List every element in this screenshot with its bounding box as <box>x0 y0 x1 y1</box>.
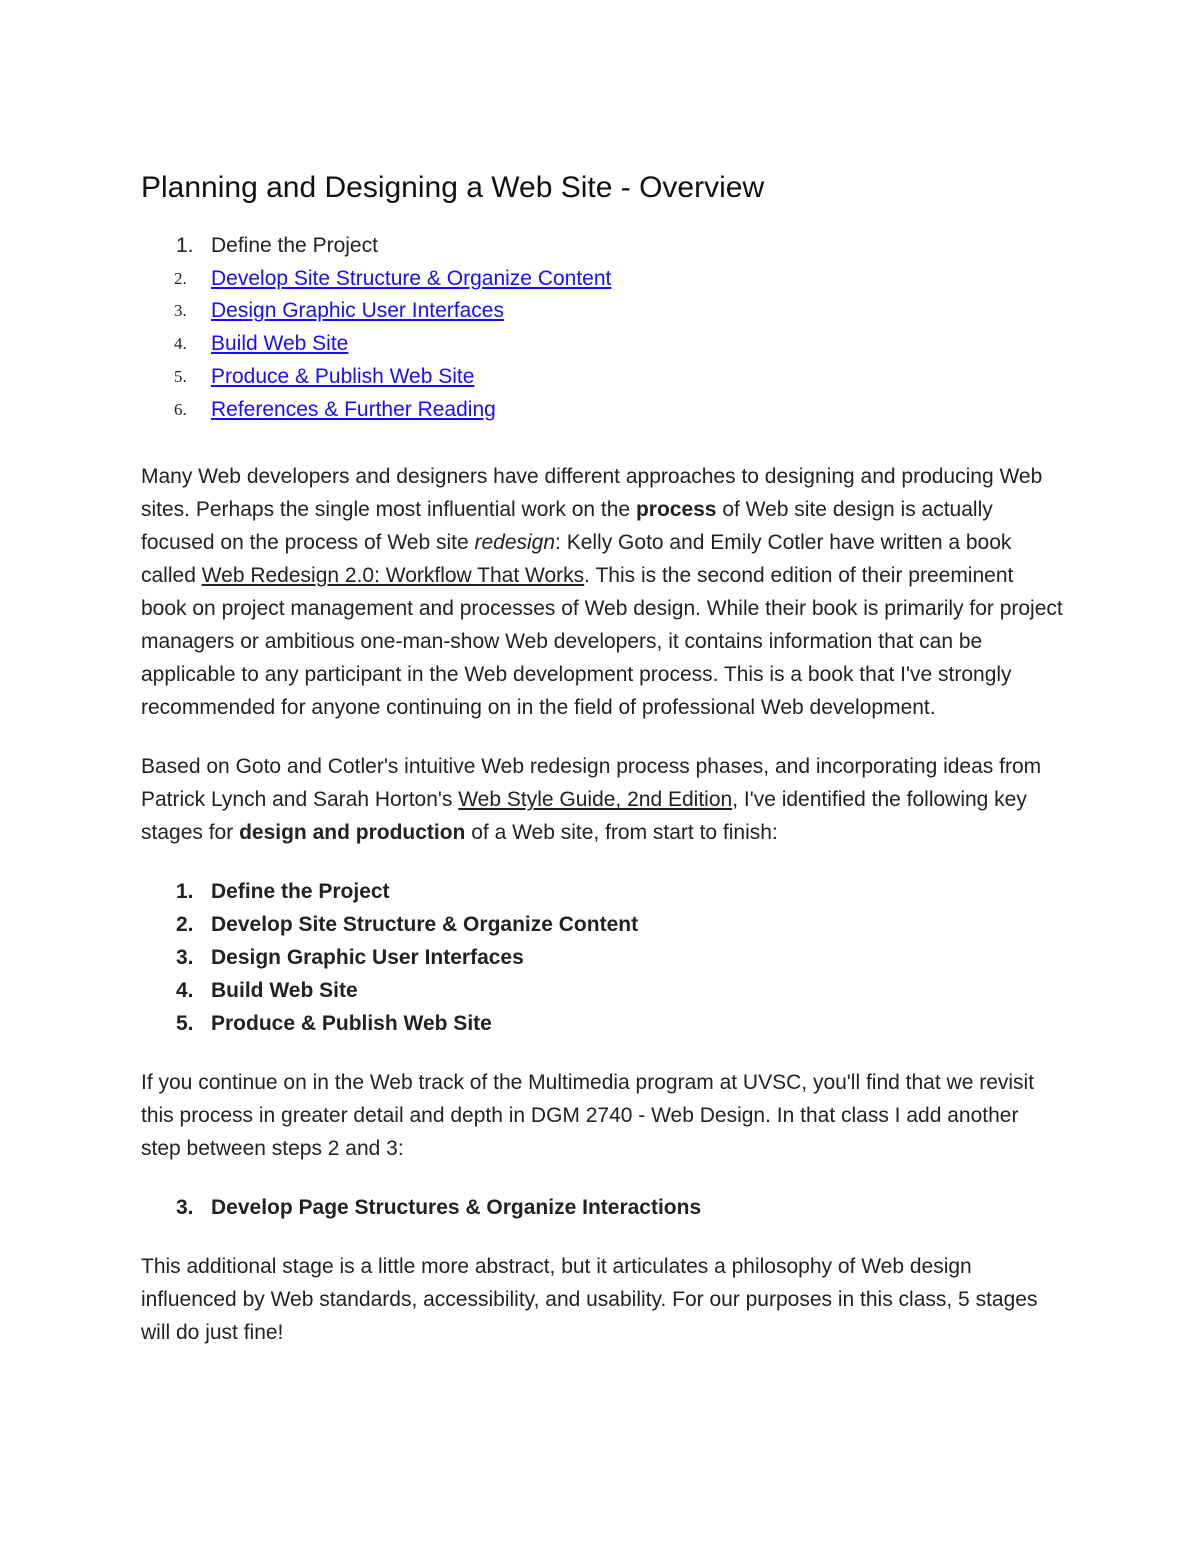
toc-item-number: 1. <box>176 234 194 257</box>
extra-stage-list <box>141 1191 1063 1224</box>
text-run: . This is the second edition of their preeminent book on project management and processes of Web design. While their book is primarily for project managers or ambitious one-man-show Web developers, it contains information that can be applicable to any participant in the Web development process. This is a book that I've strongly recommended for anyone continuing on in the field of professional Web development. <box>141 564 1063 720</box>
text-run: Based on Goto and Cotler's intuitive Web redesign process phases, and incorporating ideas from Patrick Lynch and Sarah Horton's <box>141 755 1042 812</box>
toc-item-site-structure <box>141 263 1063 296</box>
text-run: , I've identified the following key stages for <box>141 788 1027 845</box>
stage-label: Produce & Publish Web Site <box>211 1012 492 1036</box>
italic-text: redesign <box>474 531 556 555</box>
bold-text: design and production <box>239 821 466 845</box>
continuation-paragraph: If you continue on in the Web track of the Multimedia program at UVSC, you'll find that we revisit this process in greater detail and depth in DGM 2740 - Web Design. In that class I add another step between steps 2 and 3: <box>141 1071 1035 1161</box>
document-page <box>141 168 1063 1375</box>
text-run: Many Web developers and designers have different approaches to designing and producing Web sites. Perhaps the single most influential work on the <box>141 465 1043 522</box>
text-run: of a Web site, from start to finish: <box>465 821 778 845</box>
stage-label: Develop Site Structure & Organize Content <box>211 913 639 937</box>
toc-item-number: 5. <box>174 366 187 386</box>
stage-number: 1. <box>176 880 194 904</box>
extra-stage-item <box>141 1191 1063 1224</box>
stages-intro-paragraph <box>141 750 1063 849</box>
stage-item <box>141 941 1063 974</box>
book-title-web-style-guide: Web Style Guide, 2nd Edition <box>458 788 733 812</box>
stage-number: 2. <box>176 913 194 937</box>
toc-item-number: 2. <box>174 268 187 288</box>
stages-list <box>141 875 1063 1040</box>
toc-item-label: Define the Project <box>211 234 378 257</box>
toc-item-define-project <box>141 230 1063 263</box>
stage-item <box>141 875 1063 908</box>
book-title-web-redesign: Web Redesign 2.0: Workflow That Works <box>201 564 585 588</box>
page-title: Planning and Designing a Web Site - Overview <box>141 171 765 204</box>
intro-paragraph <box>141 460 1063 724</box>
toc-link-site-structure[interactable]: Develop Site Structure & Organize Content <box>211 266 612 290</box>
toc-item-references <box>141 394 1063 427</box>
stage-label: Define the Project <box>211 880 390 904</box>
stage-item <box>141 974 1063 1007</box>
stage-number: 5. <box>176 1012 194 1036</box>
stage-label: Build Web Site <box>211 979 358 1003</box>
stage-number: 3. <box>176 1196 194 1220</box>
bold-text: process <box>635 498 717 522</box>
toc-item-produce-publish <box>141 361 1063 394</box>
text-run: of Web site design is actually focused on the process of Web site <box>141 498 993 555</box>
toc-link-produce-publish[interactable]: Produce & Publish Web Site <box>211 364 475 388</box>
toc-item-number: 3. <box>174 301 187 321</box>
toc-item-gui-design <box>141 295 1063 328</box>
toc-link-gui-design[interactable]: Design Graphic User Interfaces <box>211 299 504 323</box>
toc-item-build-site <box>141 328 1063 361</box>
stage-item <box>141 1007 1063 1040</box>
stage-number: 4. <box>176 979 194 1003</box>
toc-item-number: 4. <box>174 334 187 354</box>
stage-label: Develop Page Structures & Organize Interactions <box>211 1196 702 1220</box>
stage-label: Design Graphic User Interfaces <box>211 946 524 970</box>
stage-number: 3. <box>176 946 194 970</box>
table-of-contents <box>141 230 1063 426</box>
stage-item <box>141 908 1063 941</box>
toc-item-number: 6. <box>174 399 187 419</box>
closing-paragraph: This additional stage is a little more abstract, but it articulates a philosophy of Web design influenced by Web standards, accessibility, and usability. For our purposes in this class, 5 stages will do just fine! <box>141 1255 1038 1345</box>
toc-link-build-site[interactable]: Build Web Site <box>211 332 349 356</box>
text-run: : Kelly Goto and Emily Cotler have written a book called <box>141 531 1012 588</box>
toc-link-references[interactable]: References & Further Reading <box>211 397 496 421</box>
